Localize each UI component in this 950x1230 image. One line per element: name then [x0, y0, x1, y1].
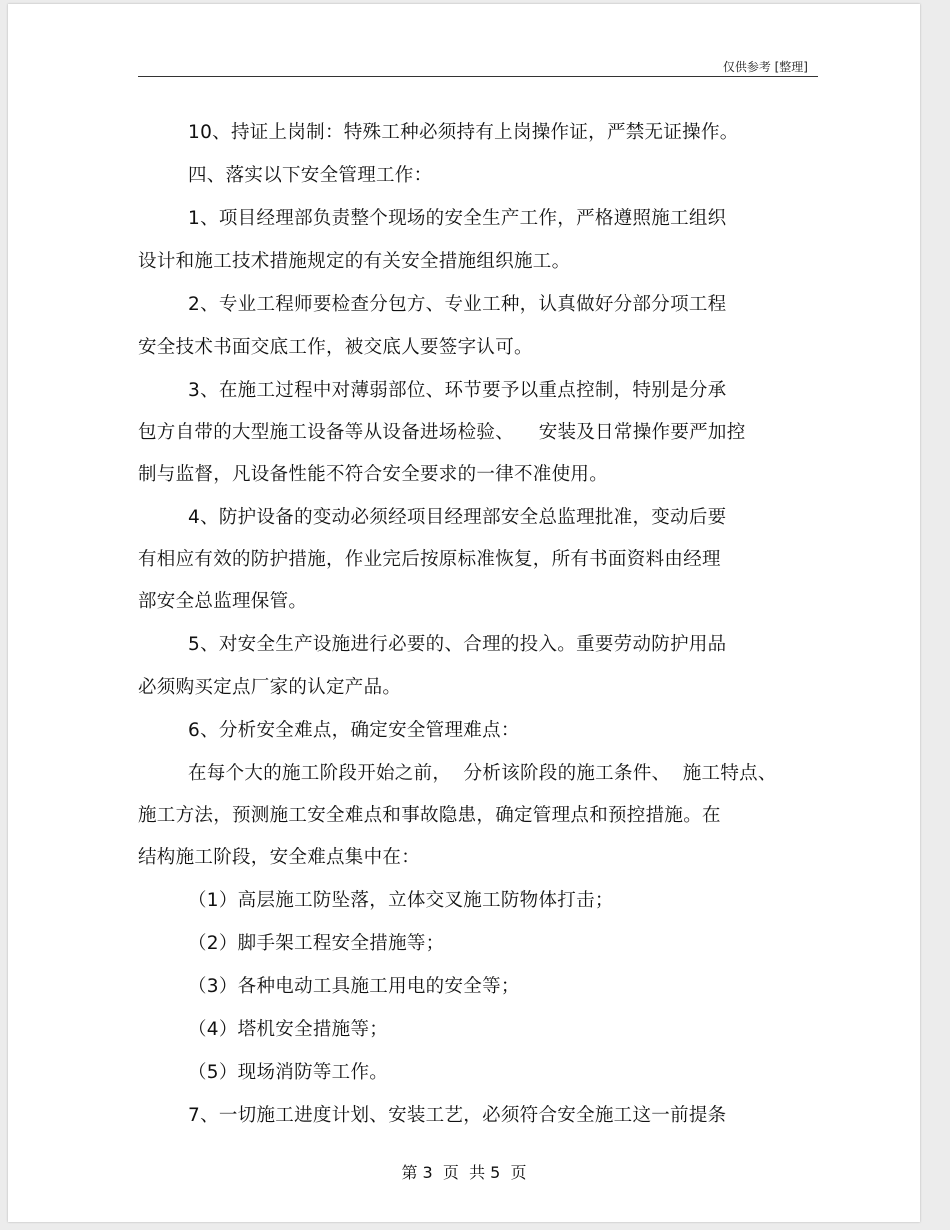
text-line: 部安全总监理保管。 — [138, 591, 308, 612]
text-line: 包方自带的大型施工设备等从设备进场检验、 安装及日常操作要严加控 — [138, 422, 746, 443]
text-line: 安全技术书面交底工作，被交底人要签字认可。 — [138, 337, 533, 358]
list-item: （5）现场消防等工作。 — [188, 1062, 389, 1083]
text-line: 有相应有效的防护措施，作业完后按原标准恢复，所有书面资料由经理 — [138, 549, 721, 570]
text-line: 制与监督，凡设备性能不符合安全要求的一律不准使用。 — [138, 464, 609, 485]
text-line: 在每个大的施工阶段开始之前， 分析该阶段的施工条件、 施工特点、 — [188, 763, 777, 784]
text-line: 5、对安全生产设施进行必要的、合理的投入。重要劳动防护用品 — [188, 634, 727, 655]
list-item: （1）高层施工防坠落，立体交叉施工防物体打击； — [188, 890, 614, 911]
text-line: 7、一切施工进度计划、安装工艺，必须符合安全施工这一前提条 — [188, 1105, 727, 1126]
text-line: 4、防护设备的变动必须经项目经理部安全总监理批准，变动后要 — [188, 507, 727, 528]
text-line: 设计和施工技术措施规定的有关安全措施组织施工。 — [138, 251, 571, 272]
text-line: 施工方法，预测施工安全难点和事故隐患，确定管理点和预控措施。在 — [138, 805, 721, 826]
text-line: 1、项目经理部负责整个现场的安全生产工作，严格遵照施工组织 — [188, 208, 727, 229]
document-page — [8, 4, 920, 1222]
list-item: （2）脚手架工程安全措施等； — [188, 933, 445, 954]
header-rule — [138, 76, 818, 77]
list-item: （4）塔机安全措施等； — [188, 1019, 389, 1040]
text-line: 2、专业工程师要检查分包方、专业工种，认真做好分部分项工程 — [188, 294, 727, 315]
page-number: 第 3 页 共 5 页 — [401, 1163, 527, 1182]
text-line: 必须购买定点厂家的认定产品。 — [138, 677, 402, 698]
text-line: 3、在施工过程中对薄弱部位、环节要予以重点控制，特别是分承 — [188, 380, 727, 401]
text-line: 四、落实以下安全管理工作： — [188, 165, 433, 186]
text-line: 6、分析安全难点，确定安全管理难点： — [188, 720, 520, 741]
text-line: 结构施工阶段，安全难点集中在： — [138, 847, 421, 868]
text-line: 10、持证上岗制：特殊工种必须持有上岗操作证，严禁无证操作。 — [188, 122, 739, 143]
header-note: 仅供参考 [整理] — [722, 60, 808, 74]
list-item: （3）各种电动工具施工用电的安全等； — [188, 976, 520, 997]
